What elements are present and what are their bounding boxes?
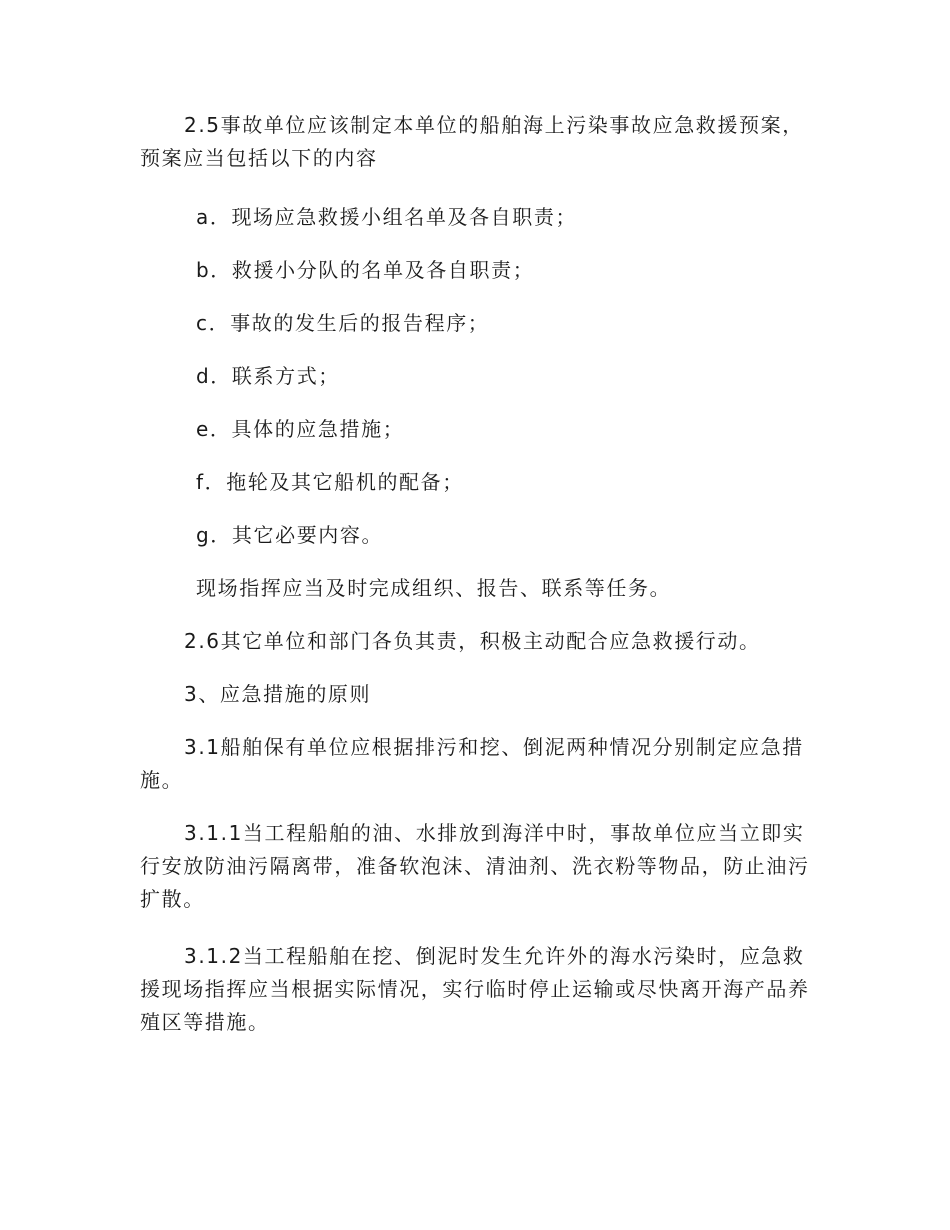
list-item-f: f．拖轮及其它船机的配备； (196, 470, 464, 494)
paragraph-3-1-2: 3.1.2当工程船舶在挖、倒泥时发生允许外的海水污染时，应急救援现场指挥应当根据实际情况，实行临时停止运输或尽快离开海产品养殖区等措施。 (140, 944, 810, 1034)
list-item-d: d．联系方式； (196, 364, 340, 388)
list-item-a: a．现场应急救援小组名单及各自职责； (196, 205, 578, 229)
list-item-b: b．救援小分队的名单及各自职责； (196, 258, 535, 282)
paragraph-2-5: 2.5事故单位应该制定本单位的船舶海上污染事故应急救援预案，预案应当包括以下的内容 (140, 113, 804, 170)
paragraph-on-site-command: 现场指挥应当及时完成组织、报告、联系等任务。 (196, 576, 672, 600)
paragraph-3-1-1: 3.1.1当工程船舶的油、水排放到海洋中时，事故单位应当立即实行安放防油污隔离带，准备软泡沫、清油剂、洗衣粉等物品，防止油污扩散。 (140, 821, 810, 911)
paragraph-3-1: 3.1船舶保有单位应根据排污和挖、倒泥两种情况分别制定应急措施。 (140, 735, 804, 792)
paragraph-2-6: 2.6其它单位和部门各负其责，积极主动配合应急救援行动。 (184, 629, 761, 653)
list-item-g: g．其它必要内容。 (196, 523, 384, 547)
section-heading-3: 3、应急措施的原则 (184, 682, 372, 706)
list-item-e: e．具体的应急措施； (196, 417, 405, 441)
list-item-c: c．事故的发生后的报告程序； (196, 311, 490, 335)
